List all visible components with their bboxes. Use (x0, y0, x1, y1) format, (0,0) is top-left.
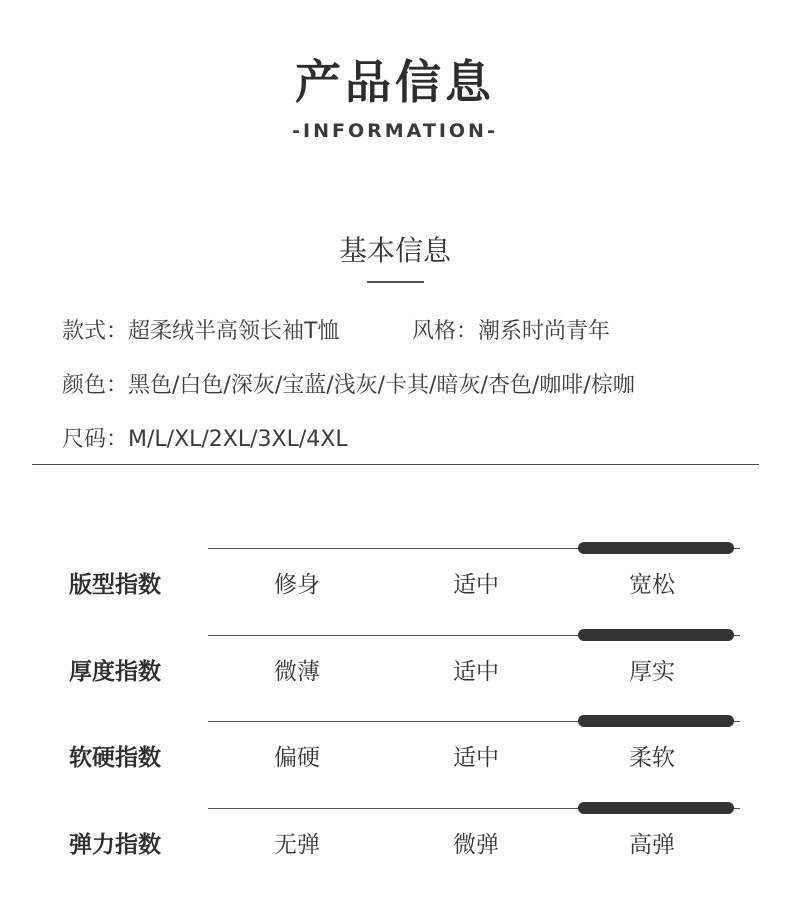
index-highlight (578, 802, 734, 814)
index-highlight (578, 715, 734, 727)
sizes-text: 尺码：M/L/XL/2XL/3XL/4XL (62, 427, 348, 452)
index-option: 宽松 (629, 572, 675, 598)
index-highlight (578, 629, 734, 641)
heading-underline (367, 281, 424, 283)
page-title: 产品信息 (295, 55, 495, 109)
index-option: 适中 (453, 745, 499, 771)
index-option: 高弹 (629, 832, 675, 858)
index-option: 适中 (453, 572, 499, 598)
index-label: 软硬指数 (69, 745, 161, 771)
index-option: 柔软 (629, 745, 675, 771)
index-label: 版型指数 (69, 572, 161, 598)
basic-info-heading: 基本信息 (338, 234, 451, 267)
index-label: 厚度指数 (69, 659, 161, 685)
index-option: 偏硬 (274, 745, 320, 771)
index-option: 微弹 (453, 832, 499, 858)
index-option: 适中 (453, 659, 499, 685)
index-option: 修身 (274, 572, 320, 598)
index-option: 微薄 (274, 659, 320, 685)
info-line-style (62, 314, 611, 345)
index-row-fit (0, 548, 790, 608)
section-divider (32, 464, 759, 465)
index-label: 弹力指数 (69, 832, 161, 858)
index-row-softness (0, 721, 790, 781)
index-option: 无弹 (274, 832, 320, 858)
index-row-thickness (0, 635, 790, 695)
page-subtitle: -INFORMATION- (292, 120, 498, 142)
style-text: 款式：超柔绒半高领长袖T恤 (62, 319, 340, 344)
index-option: 厚实 (629, 659, 675, 685)
vibe-text: 风格：潮系时尚青年 (412, 319, 611, 344)
colors-text: 颜色：黑色/白色/深灰/宝蓝/浅灰/卡其/暗灰/杏色/咖啡/棕咖 (62, 373, 635, 398)
index-highlight (578, 542, 734, 554)
index-row-elasticity (0, 808, 790, 868)
